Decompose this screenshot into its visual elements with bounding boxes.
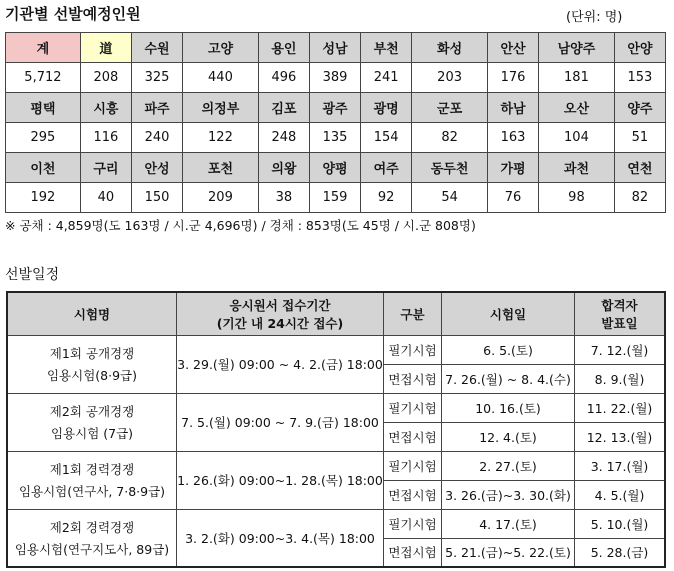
quota-name-row — [6, 93, 666, 123]
header-period: 응시원서 접수기간 (기간 내 24시간 접수) — [177, 292, 384, 335]
region-name-cell: 부천 — [361, 33, 412, 63]
region-value-cell: 203 — [412, 63, 488, 93]
region-value-cell: 5,712 — [6, 63, 81, 93]
region-value-cell: 209 — [183, 183, 259, 213]
region-name-cell: 양주 — [614, 93, 665, 123]
schedule-table — [6, 291, 666, 568]
region-name-cell: 김포 — [258, 93, 309, 123]
exam-date-cell: 3. 26.(금)~3. 30.(화) — [442, 480, 575, 509]
region-name-cell: 이천 — [6, 153, 81, 183]
exam-date-cell: 10. 16.(토) — [442, 393, 575, 422]
exam-type-cell: 면접시험 — [384, 538, 442, 567]
region-value-cell: 76 — [487, 183, 538, 213]
region-value-cell: 51 — [614, 123, 665, 153]
exam-date-cell: 12. 4.(토) — [442, 422, 575, 451]
exam-type-cell: 필기시험 — [384, 393, 442, 422]
quota-value-row — [6, 183, 666, 213]
exam-type-cell: 필기시험 — [384, 335, 442, 364]
exam-name-cell: 제1회 공개경쟁 임용시험(8·9급) — [7, 335, 177, 393]
region-value-cell: 241 — [361, 63, 412, 93]
region-value-cell: 159 — [309, 183, 360, 213]
exam-name-cell: 제2회 경력경쟁 임용시험(연구지도사, 89급) — [7, 509, 177, 567]
quota-name-row — [6, 153, 666, 183]
exam-type-cell: 면접시험 — [384, 480, 442, 509]
announce-date-cell: 11. 22.(월) — [575, 393, 666, 422]
region-name-cell: 양평 — [309, 153, 360, 183]
region-name-cell: 안양 — [614, 33, 665, 63]
region-value-cell: 163 — [487, 123, 538, 153]
header-announce: 합격자 발표일 — [575, 292, 666, 335]
region-name-cell: 고양 — [183, 33, 259, 63]
region-name-cell: 연천 — [614, 153, 665, 183]
schedule-row — [7, 509, 665, 538]
header-exam-name: 시험명 — [7, 292, 177, 335]
quota-value-row — [6, 123, 666, 153]
region-value-cell: 150 — [131, 183, 182, 213]
region-value-cell: 192 — [6, 183, 81, 213]
region-name-cell: 안성 — [131, 153, 182, 183]
header-exam-date: 시험일 — [442, 292, 575, 335]
application-period-cell: 1. 26.(화) 09:00~1. 28.(목) 18:00 — [177, 451, 384, 509]
region-name-cell: 용인 — [258, 33, 309, 63]
region-value-cell: 154 — [361, 123, 412, 153]
exam-type-cell: 면접시험 — [384, 422, 442, 451]
application-period-cell: 3. 2.(화) 09:00~3. 4.(목) 18:00 — [177, 509, 384, 567]
schedule-row — [7, 335, 665, 364]
application-period-cell: 3. 29.(월) 09:00 ~ 4. 2.(금) 18:00 — [177, 335, 384, 393]
announce-date-cell: 5. 10.(월) — [575, 509, 666, 538]
region-name-cell: 구리 — [80, 153, 131, 183]
region-name-cell: 평택 — [6, 93, 81, 123]
quota-name-row — [6, 33, 666, 63]
region-value-cell: 295 — [6, 123, 81, 153]
region-name-cell: 남양주 — [539, 33, 615, 63]
region-value-cell: 82 — [412, 123, 488, 153]
region-value-cell: 153 — [614, 63, 665, 93]
quota-value-row — [6, 63, 666, 93]
region-name-cell: 화성 — [412, 33, 488, 63]
region-name-cell: 과천 — [539, 153, 615, 183]
region-name-cell: 안산 — [487, 33, 538, 63]
region-value-cell: 116 — [80, 123, 131, 153]
exam-date-cell: 5. 21.(금)~5. 22.(토) — [442, 538, 575, 567]
region-value-cell: 440 — [183, 63, 259, 93]
region-name-cell: 계 — [6, 33, 81, 63]
region-name-cell: 오산 — [539, 93, 615, 123]
quota-table — [5, 32, 666, 213]
region-value-cell: 325 — [131, 63, 182, 93]
exam-date-cell: 2. 27.(토) — [442, 451, 575, 480]
region-name-cell: 道 — [80, 33, 131, 63]
exam-name-cell: 제2회 공개경쟁 임용시험 (7급) — [7, 393, 177, 451]
region-value-cell: 122 — [183, 123, 259, 153]
region-value-cell: 104 — [539, 123, 615, 153]
region-name-cell: 하남 — [487, 93, 538, 123]
exam-type-cell: 필기시험 — [384, 509, 442, 538]
region-name-cell: 의정부 — [183, 93, 259, 123]
region-name-cell: 여주 — [361, 153, 412, 183]
region-value-cell: 496 — [258, 63, 309, 93]
schedule-title: 선발일정 — [5, 267, 60, 283]
page-title: 기관별 선발예정인원 — [5, 5, 141, 23]
region-value-cell: 92 — [361, 183, 412, 213]
region-value-cell: 240 — [131, 123, 182, 153]
quota-note: ※ 공채 : 4,859명(도 163명 / 시.군 4,696명) / 경채 : 853명(도 45명 / 시.군 808명) — [5, 218, 476, 233]
region-value-cell: 98 — [539, 183, 615, 213]
region-value-cell: 248 — [258, 123, 309, 153]
exam-date-cell: 7. 26.(월) ~ 8. 4.(수) — [442, 364, 575, 393]
region-name-cell: 동두천 — [412, 153, 488, 183]
region-value-cell: 181 — [539, 63, 615, 93]
exam-type-cell: 필기시험 — [384, 451, 442, 480]
announce-date-cell: 3. 17.(월) — [575, 451, 666, 480]
region-name-cell: 성남 — [309, 33, 360, 63]
exam-date-cell: 4. 17.(토) — [442, 509, 575, 538]
announce-date-cell: 4. 5.(월) — [575, 480, 666, 509]
region-name-cell: 파주 — [131, 93, 182, 123]
region-value-cell: 54 — [412, 183, 488, 213]
exam-name-cell: 제1회 경력경쟁 임용시험(연구사, 7·8·9급) — [7, 451, 177, 509]
region-value-cell: 208 — [80, 63, 131, 93]
header-type: 구분 — [384, 292, 442, 335]
announce-date-cell: 7. 12.(월) — [575, 335, 666, 364]
application-period-cell: 7. 5.(월) 09:00 ~ 7. 9.(금) 18:00 — [177, 393, 384, 451]
region-name-cell: 군포 — [412, 93, 488, 123]
region-value-cell: 38 — [258, 183, 309, 213]
unit-label: (단위: 명) — [566, 10, 623, 25]
region-name-cell: 가평 — [487, 153, 538, 183]
region-value-cell: 135 — [309, 123, 360, 153]
region-name-cell: 의왕 — [258, 153, 309, 183]
region-name-cell: 광명 — [361, 93, 412, 123]
region-name-cell: 포천 — [183, 153, 259, 183]
announce-date-cell: 8. 9.(월) — [575, 364, 666, 393]
region-name-cell: 시흥 — [80, 93, 131, 123]
exam-date-cell: 6. 5.(토) — [442, 335, 575, 364]
region-name-cell: 광주 — [309, 93, 360, 123]
schedule-row — [7, 393, 665, 422]
region-value-cell: 40 — [80, 183, 131, 213]
schedule-row — [7, 451, 665, 480]
exam-type-cell: 면접시험 — [384, 364, 442, 393]
region-value-cell: 176 — [487, 63, 538, 93]
announce-date-cell: 5. 28.(금) — [575, 538, 666, 567]
announce-date-cell: 12. 13.(월) — [575, 422, 666, 451]
region-name-cell: 수원 — [131, 33, 182, 63]
region-value-cell: 389 — [309, 63, 360, 93]
region-value-cell: 82 — [614, 183, 665, 213]
